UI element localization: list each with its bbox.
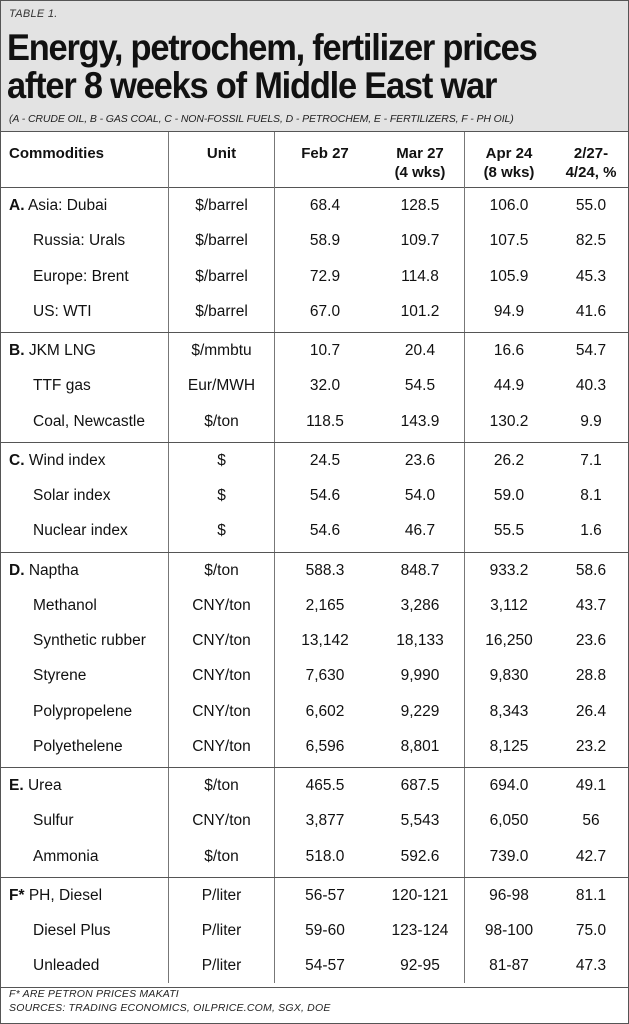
table-section [1, 188, 628, 333]
value-feb27: 3,877 [305, 812, 345, 830]
value-mar27: 123-124 [391, 922, 449, 939]
value-mar27: 114.8 [401, 267, 439, 285]
commodity-name [9, 452, 106, 470]
section-letter: C. [9, 451, 25, 469]
table-row [1, 623, 628, 658]
value-change-pct: 1.6 [580, 522, 602, 540]
table-label: TABLE 1. [9, 8, 58, 20]
value-feb27: 10.7 [309, 342, 341, 359]
value-feb27: 32.0 [309, 377, 341, 395]
table-row [1, 878, 628, 913]
commodity-label: Asia: Dubai [27, 197, 108, 214]
column-header-unit: Unit [206, 145, 237, 162]
value-mar27: 9,990 [400, 667, 440, 685]
value-apr24: 16,250 [485, 632, 533, 649]
column-header-mar27-date: Mar 27 [396, 145, 444, 162]
value-feb27: 518.0 [305, 847, 345, 865]
title-line-2: after 8 weeks of Middle East war [7, 65, 497, 106]
commodity-name: Coal, Newcastle [33, 412, 145, 430]
value-feb27: 54.6 [309, 487, 341, 504]
commodity-name: Methanol [33, 596, 97, 614]
section-letter: D. [9, 561, 25, 579]
value-feb27: 118.5 [306, 412, 344, 430]
value-apr24: 106.0 [489, 197, 529, 214]
commodity-name: Nuclear index [33, 522, 128, 540]
value-feb27: 72.9 [309, 267, 341, 285]
value-apr24: 81-87 [489, 957, 529, 975]
value-change-pct: 82.5 [575, 232, 607, 250]
table-subtitle: (A - CRUDE OIL, B - GAS COAL, C - NON-FOSSIL FUELS, D - PETROCHEM, E - FERTILIZERS, F - PH OIL) [9, 113, 514, 125]
table-section [1, 768, 628, 878]
table-row [1, 188, 628, 223]
unit-cell: CNY/ton [192, 632, 251, 649]
value-change-pct: 47.3 [575, 957, 607, 975]
value-mar27: 848.7 [400, 561, 440, 579]
value-mar27: 101.2 [400, 302, 440, 320]
value-change-pct: 58.6 [575, 561, 607, 579]
value-apr24: 739.0 [489, 847, 529, 865]
value-mar27: 120-121 [391, 886, 449, 904]
value-change-pct: 75.0 [575, 922, 607, 939]
commodity-name [9, 887, 102, 905]
footnote-petron: F* ARE PETRON PRICES MAKATI [9, 988, 179, 1000]
unit-cell: $/barrel [195, 302, 248, 320]
value-apr24: 3,112 [490, 596, 528, 614]
table-row [1, 948, 628, 983]
table-row [1, 729, 628, 764]
footnote-sources: SOURCES: TRADING ECONOMICS, OILPRICE.COM, SGX, DOE [9, 1002, 331, 1014]
commodity-name: Ammonia [33, 847, 99, 865]
value-apr24: 59.0 [493, 487, 525, 504]
value-apr24: 105.9 [489, 267, 529, 285]
section-letter: A. [9, 197, 25, 214]
commodity-name [9, 562, 79, 580]
column-header-change-range: 2/27- [573, 145, 609, 162]
unit-cell: $/ton [204, 412, 239, 430]
value-apr24: 98-100 [484, 922, 534, 939]
value-apr24: 26.2 [493, 451, 525, 469]
value-feb27: 68.4 [309, 197, 341, 214]
value-change-pct: 56 [582, 812, 600, 830]
value-change-pct: 26.4 [575, 702, 607, 720]
commodity-name: Solar index [33, 487, 111, 504]
table-row [1, 259, 628, 294]
value-change-pct: 23.2 [575, 737, 607, 755]
table-row [1, 443, 628, 478]
value-feb27: 58.9 [309, 232, 341, 250]
value-feb27: 54-57 [305, 957, 345, 975]
value-change-pct: 54.7 [575, 342, 607, 359]
value-feb27: 6,602 [305, 702, 345, 720]
value-mar27: 128.5 [400, 197, 440, 214]
unit-cell: $/mmbtu [191, 342, 252, 359]
value-change-pct: 40.3 [575, 377, 607, 395]
value-mar27: 9,229 [400, 702, 440, 720]
commodity-name: US: WTI [33, 302, 92, 320]
value-change-pct: 23.6 [575, 632, 607, 649]
table-row [1, 913, 628, 948]
table-row [1, 513, 628, 548]
column-header-apr24 [464, 144, 554, 182]
unit-cell: $/barrel [195, 267, 248, 285]
value-apr24: 9,830 [489, 667, 529, 685]
value-feb27: 6,596 [305, 737, 345, 755]
value-feb27: 588.3 [305, 561, 345, 579]
value-mar27: 8,801 [400, 737, 440, 755]
table-row [1, 803, 628, 838]
table-section [1, 878, 628, 988]
commodity-name: Polyethelene [33, 737, 123, 755]
commodity-label: Naptha [28, 561, 79, 579]
value-mar27: 18,133 [396, 632, 444, 649]
column-header-mar27-weeks: (4 wks) [394, 164, 446, 181]
unit-cell: $/barrel [195, 197, 248, 214]
value-feb27: 13,142 [301, 632, 349, 649]
value-mar27: 23.6 [404, 451, 436, 469]
column-header-feb27: Feb 27 [301, 145, 349, 162]
column-header-mar27 [376, 144, 464, 182]
commodity-name: Synthetic rubber [33, 632, 146, 649]
value-mar27: 109.7 [400, 232, 440, 250]
unit-cell: $ [217, 487, 226, 504]
commodity-name: Diesel Plus [33, 922, 111, 939]
unit-cell: P/liter [201, 957, 242, 975]
commodity-label: Urea [27, 777, 62, 794]
value-apr24: 107.5 [489, 232, 529, 250]
unit-cell: $/ton [204, 561, 239, 579]
unit-cell: $ [217, 522, 226, 540]
value-apr24: 6,050 [489, 812, 529, 830]
table-row [1, 223, 628, 258]
unit-cell: P/liter [201, 922, 242, 939]
commodity-name: Styrene [33, 667, 87, 685]
table-row [1, 404, 628, 439]
value-feb27: 54.6 [309, 522, 341, 540]
commodity-label: PH, Diesel [28, 886, 103, 904]
table-row [1, 658, 628, 693]
value-apr24: 16.6 [493, 342, 525, 359]
unit-cell: $ [217, 451, 226, 469]
table-row [1, 839, 628, 874]
value-change-pct: 42.7 [575, 847, 607, 865]
commodity-label: JKM LNG [28, 342, 96, 359]
column-header-apr24-date: Apr 24 [485, 145, 533, 162]
commodity-name: Polypropelene [33, 702, 133, 720]
value-mar27: 687.5 [400, 777, 440, 794]
value-feb27: 7,630 [305, 667, 345, 685]
value-apr24: 8,125 [489, 737, 529, 755]
unit-cell: P/liter [201, 886, 242, 904]
commodity-name [9, 777, 62, 795]
section-letter: F* [9, 886, 25, 904]
value-apr24: 933.2 [489, 561, 529, 579]
section-letter: B. [9, 342, 25, 359]
table-row [1, 588, 628, 623]
unit-cell: $/ton [204, 847, 239, 865]
value-change-pct: 41.6 [575, 302, 607, 320]
table-section [1, 443, 628, 553]
value-change-pct: 45.3 [575, 267, 607, 285]
unit-cell: CNY/ton [192, 702, 251, 720]
table-row [1, 294, 628, 329]
table-header-block [1, 1, 628, 132]
value-change-pct: 81.1 [575, 886, 607, 904]
value-apr24: 55.5 [493, 522, 525, 540]
unit-cell: CNY/ton [192, 596, 251, 614]
unit-cell: $/barrel [195, 232, 248, 250]
value-mar27: 92-95 [400, 957, 440, 975]
table-row [1, 368, 628, 403]
section-letter: E. [9, 777, 24, 794]
table-row [1, 553, 628, 588]
column-header-change-unit: 4/24, % [565, 164, 617, 181]
value-mar27: 3,286 [400, 596, 440, 614]
table-row [1, 694, 628, 729]
value-mar27: 46.7 [404, 522, 436, 540]
commodity-name: Sulfur [33, 812, 74, 830]
commodity-name: TTF gas [33, 377, 91, 395]
table-row [1, 478, 628, 513]
value-change-pct: 7.1 [580, 451, 602, 469]
commodity-name: Europe: Brent [33, 267, 129, 285]
column-header-apr24-weeks: (8 wks) [483, 164, 535, 181]
unit-cell: Eur/MWH [187, 377, 256, 395]
value-feb27: 465.5 [305, 777, 345, 794]
value-apr24: 130.2 [489, 412, 529, 430]
value-apr24: 694.0 [489, 777, 529, 794]
value-feb27: 67.0 [309, 302, 341, 320]
value-feb27: 24.5 [309, 451, 341, 469]
commodity-name: Russia: Urals [33, 232, 126, 250]
value-apr24: 44.9 [493, 377, 525, 395]
value-mar27: 54.5 [404, 377, 436, 395]
value-mar27: 20.4 [404, 342, 436, 359]
commodity-label: Wind index [28, 451, 106, 469]
table-footnotes [9, 987, 331, 1015]
value-change-pct: 8.1 [580, 487, 602, 504]
unit-cell: CNY/ton [192, 667, 251, 685]
value-change-pct: 28.8 [575, 667, 607, 685]
value-change-pct: 55.0 [575, 197, 607, 214]
unit-cell: $/ton [204, 777, 239, 794]
column-header-row [1, 132, 628, 188]
commodity-name [9, 197, 107, 215]
column-header-change-pct [554, 144, 628, 182]
value-mar27: 54.0 [404, 487, 436, 504]
value-feb27: 59-60 [305, 922, 345, 939]
table-title [7, 29, 579, 105]
unit-cell: CNY/ton [192, 812, 251, 830]
value-feb27: 56-57 [305, 886, 345, 904]
unit-cell: CNY/ton [192, 737, 251, 755]
value-change-pct: 43.7 [575, 596, 607, 614]
value-mar27: 143.9 [400, 412, 440, 430]
table-section [1, 553, 628, 769]
column-header-commodities: Commodities [9, 145, 105, 162]
value-feb27: 2,165 [305, 596, 345, 614]
value-apr24: 96-98 [489, 886, 529, 904]
title-line-1: Energy, petrochem, fertilizer prices [7, 27, 537, 68]
value-apr24: 8,343 [489, 702, 529, 720]
value-change-pct: 9.9 [580, 412, 602, 430]
table-row [1, 333, 628, 368]
commodity-name: Unleaded [33, 957, 100, 975]
value-change-pct: 49.1 [575, 777, 607, 794]
value-mar27: 5,543 [400, 812, 440, 830]
value-apr24: 94.9 [493, 302, 525, 320]
table-row [1, 768, 628, 803]
commodity-name [9, 342, 96, 360]
table-section [1, 333, 628, 443]
value-mar27: 592.6 [400, 847, 440, 865]
